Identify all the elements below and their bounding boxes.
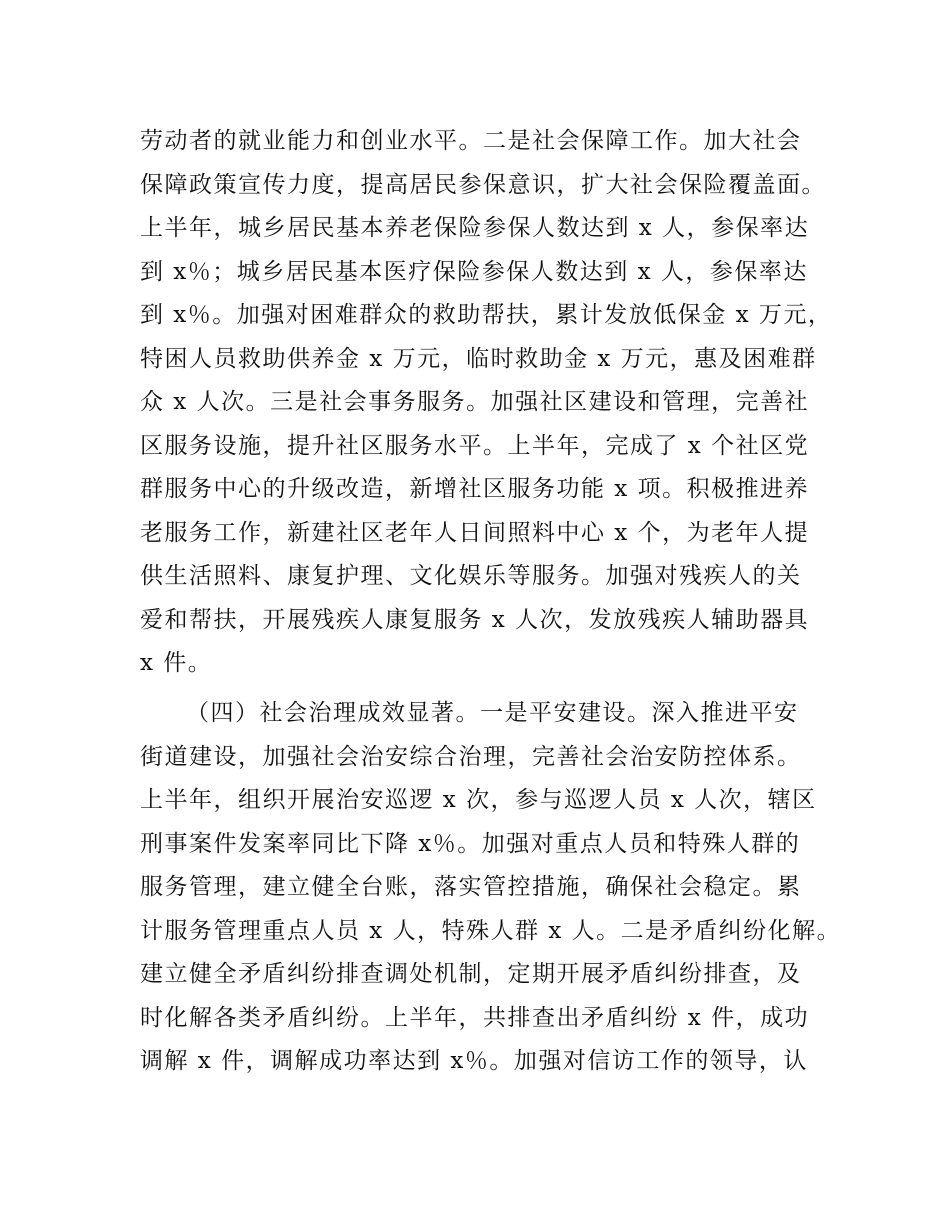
text-line: 到 x％。加强对困难群众的救助帮扶，累计发放低保金 x 万元， <box>140 302 833 328</box>
text-line: 上半年，城乡居民基本养老保险参保人数达到 x 人，参保率达 <box>140 215 810 241</box>
text-line: 到 x％；城乡居民基本医疗保险参保人数达到 x 人，参保率达 <box>140 258 808 285</box>
text-line: 特困人员救助供养金 x 万元，临时救助金 x 万元，惠及困难群 <box>140 345 817 372</box>
text-line: 计服务管理重点人员 x 人，特殊人群 x 人。二是矛盾纠纷化解。 <box>140 917 842 944</box>
paragraph-social-services <box>140 120 833 686</box>
text-line: 老服务工作，新建社区老年人日间照料中心 x 个，为老年人提 <box>140 519 810 546</box>
text-line: 爱和帮扶，开展残疾人康复服务 x 人次，发放残疾人辅助器具 <box>140 606 810 633</box>
text-line: 街道建设，加强社会治安综合治理，完善社会治安防控体系。 <box>140 743 802 770</box>
text-line: 上半年，组织开展治安巡逻 x 次，参与巡逻人员 x 人次，辖区 <box>140 787 817 813</box>
text-line: 区服务设施，提升社区服务水平。上半年，完成了 x 个社区党 <box>140 432 810 459</box>
text-line: 刑事案件发案率同比下降 x％。加强对重点人员和特殊人群的 <box>140 830 801 857</box>
text-line: 供生活照料、康复护理、文化娱乐等服务。加强对残疾人的关 <box>140 563 802 589</box>
text-line: 保障政策宣传力度，提高居民参保意识，扩大社会保险覆盖面。 <box>140 171 826 198</box>
text-line: x 件。 <box>140 650 213 676</box>
text-line: 调解 x 件，调解成功率达到 x％。加强对信访工作的领导，认 <box>140 1048 808 1074</box>
text-line: 建立健全矛盾纠纷排查调处机制，定期开展矛盾纠纷排查，及 <box>140 961 802 987</box>
text-line: 众 x 人次。三是社会事务服务。加强社区建设和管理，完善社 <box>140 389 810 415</box>
paragraph-social-governance <box>140 692 842 1084</box>
text-line: 时化解各类矛盾纠纷。上半年，共排查出矛盾纠纷 x 件，成功 <box>140 1004 810 1031</box>
text-line-heading: （四）社会治理成效显著。一是平安建设。深入推进平安 <box>186 700 799 726</box>
text-line: 劳动者的就业能力和创业水平。二是社会保障工作。加大社会 <box>140 128 802 154</box>
text-line: 服务管理，建立健全台账，落实管控措施，确保社会稳定。累 <box>140 874 802 900</box>
text-line: 群服务中心的升级改造，新增社区服务功能 x 项。积极推进养 <box>140 476 810 502</box>
